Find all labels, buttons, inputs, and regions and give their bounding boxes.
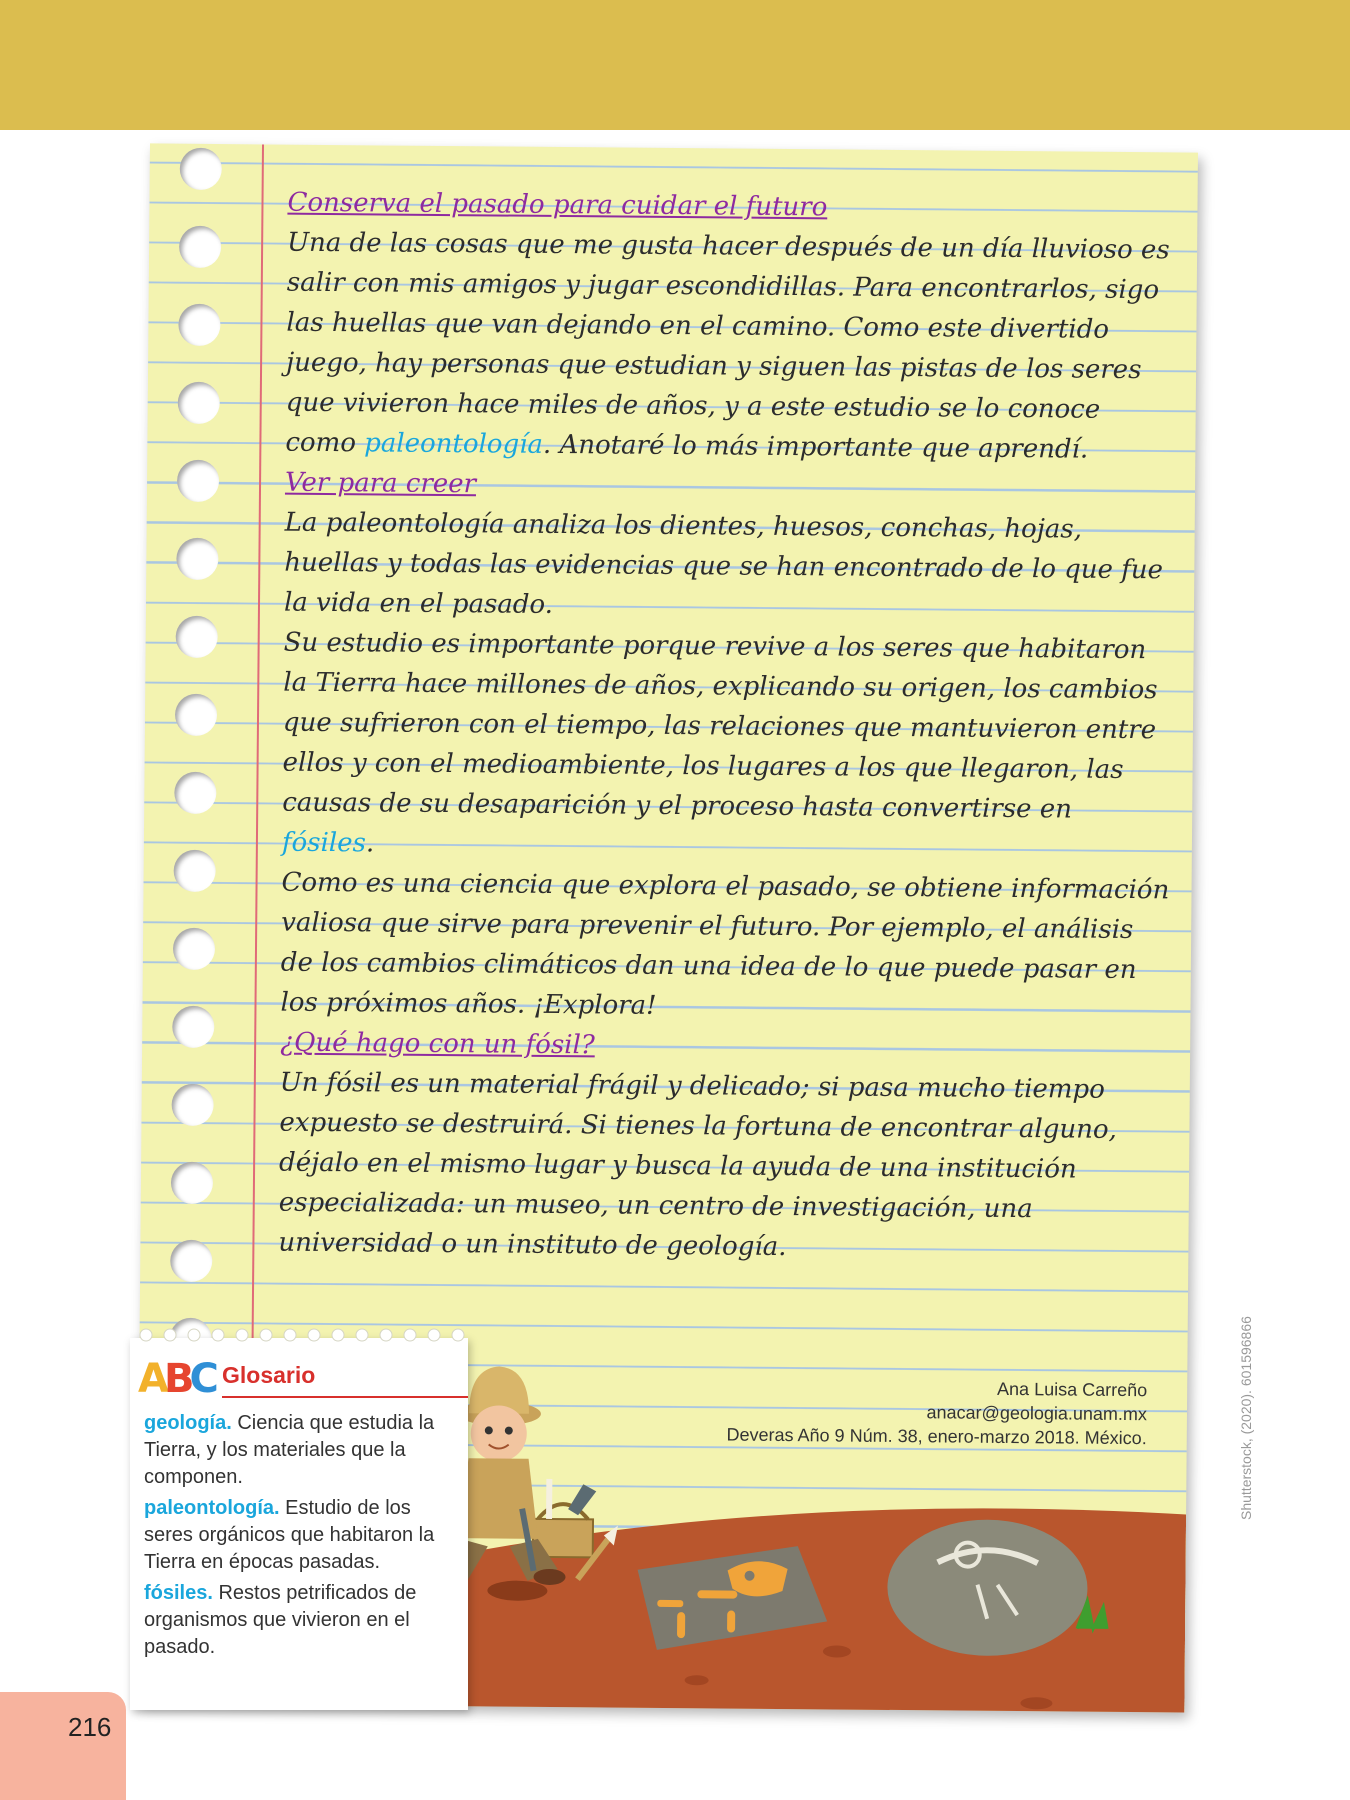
- section-heading: Conserva el pasado para cuidar el futuro: [287, 187, 828, 223]
- section-heading: Ver para creer: [284, 467, 477, 500]
- top-color-band: [0, 0, 1350, 130]
- note-text: .: [365, 828, 375, 859]
- note-paragraph: [285, 223, 1177, 471]
- note-paragraph: [282, 623, 1174, 871]
- author-name: Ana Luisa Carreño: [997, 1378, 1148, 1401]
- page-number-tab: [0, 1692, 126, 1800]
- handwritten-notes: [278, 183, 1177, 1271]
- binder-hole: [171, 1162, 213, 1204]
- binder-hole: [176, 616, 218, 658]
- binder-hole: [178, 304, 220, 346]
- glossary-definition: Restos petrificados de organismos que vivieron en el pasado.: [144, 1582, 417, 1658]
- binder-hole: [177, 460, 219, 502]
- binder-hole: [180, 148, 222, 190]
- note-text: Un fósil es un material frágil y delicado; si pasa mucho tiempo expuesto se destruirá. Si tienes la fortuna de encontrar alguno, déjalo en el mismo lugar y busca la ayuda de una institución especializada: un museo, un centro de investigación, una universidad o un instituto de geología.: [278, 1067, 1117, 1263]
- section-heading: ¿Qué hago con un fósil?: [280, 1027, 595, 1061]
- note-text: . Anotaré lo más importante que aprendí.: [542, 429, 1089, 465]
- binder-hole: [170, 1240, 212, 1282]
- page-number: 216: [68, 1712, 112, 1742]
- glossary-divider: [222, 1396, 468, 1398]
- binder-hole: [176, 538, 218, 580]
- glossary-entries: [144, 1410, 462, 1665]
- glossary-box: [130, 1338, 468, 1710]
- glossary-term-link: fósiles: [281, 827, 367, 859]
- author-email: anacar@geologia.unam.mx: [926, 1402, 1148, 1425]
- author-credit: [726, 1375, 1147, 1451]
- glossary-term: fósiles.: [144, 1582, 213, 1604]
- glossary-title: Glosario: [222, 1362, 316, 1388]
- image-credit: Shutterstock, (2020). 601596866: [1238, 1316, 1254, 1520]
- glossary-term: geología.: [144, 1412, 232, 1434]
- glossary-entry: [144, 1410, 462, 1491]
- binder-hole: [178, 382, 220, 424]
- glossary-definition: Estudio de los seres orgánicos que habitaron la Tierra en épocas pasadas.: [144, 1497, 435, 1573]
- note-paragraph: [278, 1063, 1170, 1271]
- spiral-dots: [136, 1324, 466, 1346]
- note-text: Como es una ciencia que explora el pasado, se obtiene información valiosa que sirve para prevenir el futuro. Por ejemplo, el análisis de los cambios climáticos dan una idea de lo que puede pasar en los próximos años. ¡Explora!: [280, 867, 1170, 1021]
- binder-hole: [174, 772, 216, 814]
- binder-hole: [173, 850, 215, 892]
- author-source: Deveras Año 9 Núm. 38, enero-marzo 2018. México.: [726, 1424, 1147, 1449]
- binder-hole: [173, 928, 215, 970]
- binder-hole: [179, 226, 221, 268]
- abc-logo-icon: ABC: [138, 1356, 214, 1402]
- glossary-term-link: paleontología: [364, 428, 544, 460]
- note-text: Una de las cosas que me gusta hacer después de un día lluvioso es salir con mis amigos y jugar escondidillas. Para encontrarlos, sigo las huellas que van dejando en el camino. Como este divertido juego, hay personas que estudian y siguen las pistas de los seres que vivieron hace miles de años, y a este estudio se lo conoce como: [285, 227, 1170, 459]
- glossary-definition: Ciencia que estudia la Tierra, y los materiales que la componen.: [144, 1412, 435, 1488]
- note-paragraph: [284, 503, 1175, 631]
- note-paragraph: [280, 863, 1171, 1031]
- binder-hole: [172, 1006, 214, 1048]
- binder-hole: [171, 1084, 213, 1126]
- glossary-entry: [144, 1580, 462, 1661]
- glossary-header: [138, 1356, 468, 1402]
- binder-hole: [175, 694, 217, 736]
- note-text: La paleontología analiza los dientes, huesos, conchas, hojas, huellas y todas las evidencias que se han encontrado de lo que fue la vida en el pasado.: [283, 507, 1164, 620]
- note-text: Su estudio es importante porque revive a los seres que habitaron la Tierra hace millones de años, explicando su origen, los cambios que sufrieron con el tiempo, las relaciones que mantuvieron entre ellos y con el medioambiente, los lugares a los que llegaron, las causas de su desaparición y el proceso hasta convertirse en: [282, 627, 1158, 825]
- glossary-term: paleontología.: [144, 1497, 280, 1519]
- glossary-entry: [144, 1495, 462, 1576]
